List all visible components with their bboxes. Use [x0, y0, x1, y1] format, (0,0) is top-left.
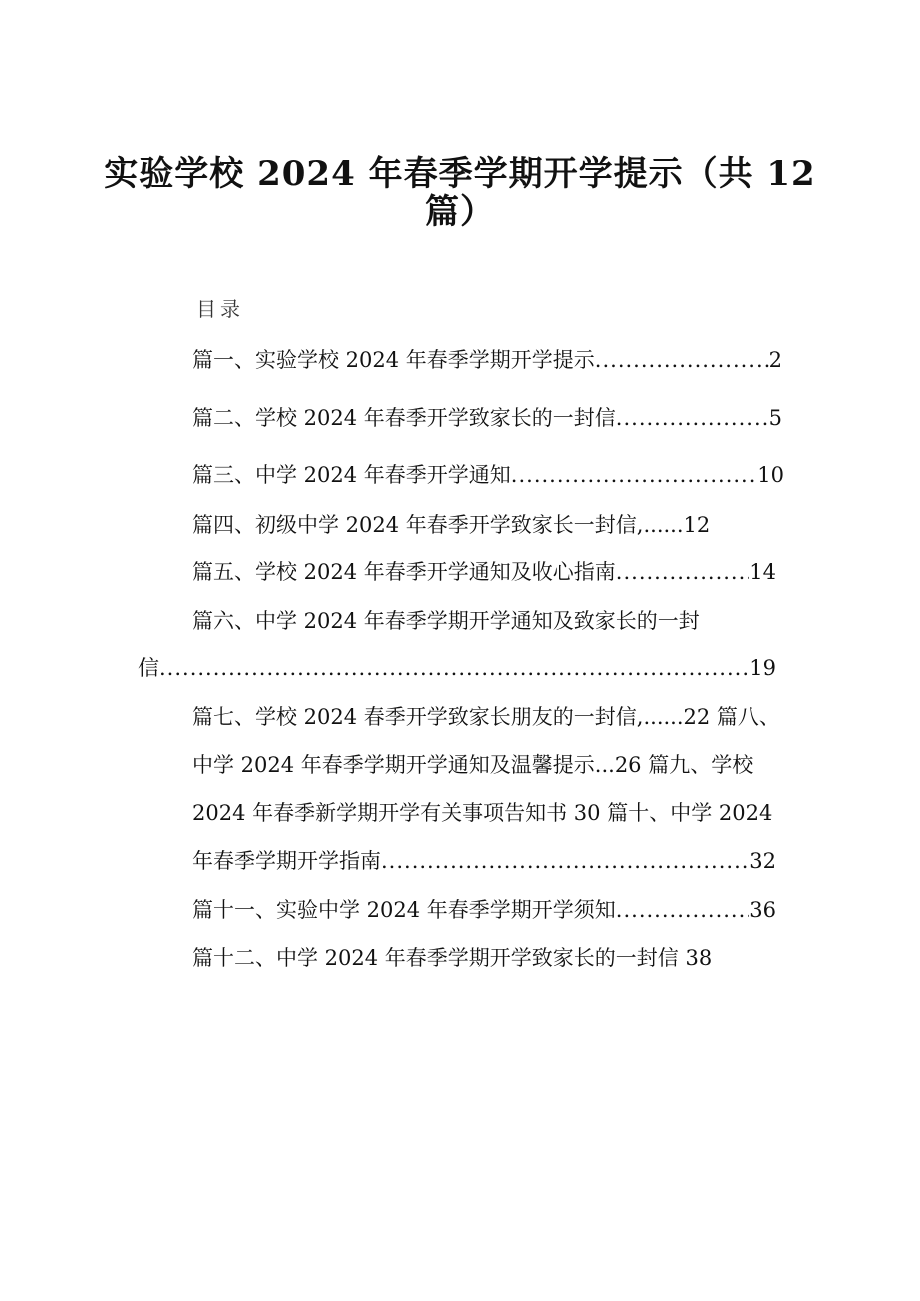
- toc-entry-9[interactable]: 2024 年春季新学期开学有关事项告知书 30 篇十、中学 2024: [192, 801, 773, 825]
- toc-entry-page: 5: [768, 406, 782, 430]
- toc-entry-page: 36: [749, 898, 776, 922]
- toc-entry-11[interactable]: [192, 895, 776, 925]
- toc-entry-6-line-2[interactable]: [138, 653, 776, 683]
- toc-entry-8[interactable]: 中学 2024 年春季学期开学通知及温馨提示...26 篇九、学校: [192, 753, 754, 777]
- toc-leader-dots: [616, 895, 749, 925]
- toc-entry-12[interactable]: 篇十二、中学 2024 年春季学期开学致家长的一封信 38: [192, 946, 713, 970]
- toc-entry-page: 10: [757, 463, 784, 487]
- toc-entry-title: 篇三、中学 2024 年春季开学通知: [192, 463, 511, 487]
- toc-entry-3[interactable]: [192, 460, 784, 490]
- toc-leader-dots: [381, 846, 749, 876]
- toc-leader-dots: [595, 345, 769, 375]
- document-title-line-1: 实验学校 2024 年春季学期开学提示（共 12: [104, 154, 816, 194]
- toc-entry-title: 年春季学期开学指南: [192, 849, 381, 873]
- toc-entry-page: 14: [749, 560, 776, 584]
- toc-heading: 目录: [196, 297, 244, 321]
- toc-entry-5[interactable]: [192, 557, 776, 587]
- toc-entry-page: 19: [749, 656, 776, 680]
- toc-entry-title: 信: [138, 656, 159, 680]
- toc-leader-dots: [616, 557, 749, 587]
- toc-entry-4[interactable]: 篇四、初级中学 2024 年春季开学致家长一封信,......12: [192, 513, 711, 537]
- toc-entry-title: 篇五、学校 2024 年春季开学通知及收心指南: [192, 560, 616, 584]
- toc-entry-7[interactable]: 篇七、学校 2024 春季开学致家长朋友的一封信,......22 篇八、: [192, 705, 780, 729]
- toc-entry-6-line-1[interactable]: 篇六、中学 2024 年春季学期开学通知及致家长的一封: [192, 609, 700, 633]
- toc-entry-2[interactable]: [192, 403, 782, 433]
- toc-leader-dots: [511, 460, 757, 490]
- toc-entry-title: 篇十一、实验中学 2024 年春季学期开学须知: [192, 898, 616, 922]
- toc-entry-page: 2: [768, 348, 782, 372]
- toc-entry-title: 篇二、学校 2024 年春季开学致家长的一封信: [192, 406, 616, 430]
- toc-entry-1[interactable]: [192, 345, 782, 375]
- toc-entry-page: 32: [749, 849, 776, 873]
- toc-entry-title: 篇一、实验学校 2024 年春季学期开学提示: [192, 348, 595, 372]
- toc-entry-10[interactable]: [192, 846, 776, 876]
- toc-leader-dots: [616, 403, 769, 433]
- document-title-line-2: 篇）: [425, 192, 495, 232]
- toc-leader-dots: [159, 653, 749, 683]
